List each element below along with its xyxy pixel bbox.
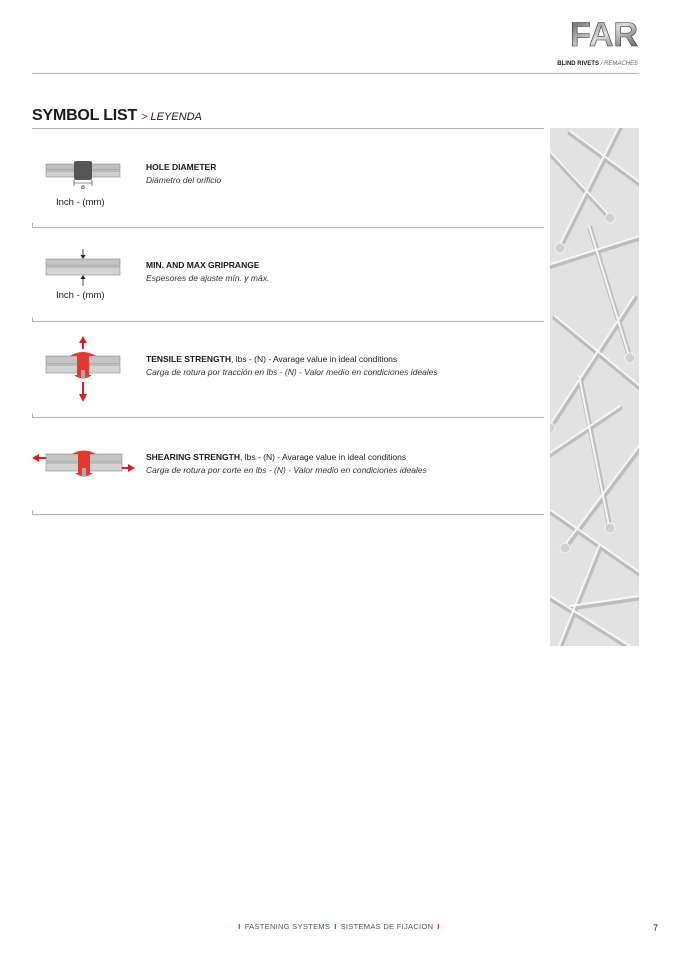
unit-label: Inch - (mm) — [56, 290, 105, 301]
page-title: SYMBOL LIST > LEYENDA — [32, 107, 202, 124]
symbol-description: MIN. AND MAX GRIPRANGE Espesores de ajuste mín. y máx. — [146, 260, 270, 283]
rivets-photo — [550, 128, 639, 646]
row-divider — [32, 514, 544, 515]
svg-text:FAR: FAR — [570, 16, 638, 52]
tensile-strength-icon — [44, 336, 122, 404]
footer: I FASTENING SYSTEMS I SISTEMAS DE FIJACION I — [238, 922, 440, 931]
header-divider — [32, 73, 639, 74]
header-category: BLIND RIVETS / REMACHES — [557, 61, 638, 67]
symbol-row-shearing-strength — [32, 418, 544, 516]
shearing-strength-icon — [32, 442, 136, 492]
far-logo — [569, 14, 639, 52]
page-number: 7 — [652, 923, 658, 933]
svg-text:ø: ø — [81, 184, 85, 191]
symbol-row-hole-diameter — [32, 128, 544, 228]
symbol-row-griprange — [32, 228, 544, 322]
symbol-description: SHEARING STRENGTH, lbs - (N) - Avarage value in ideal conditions Carga de rotura por corte en lbs - (N) - Valor medio en condiciones ideales — [146, 452, 427, 475]
symbol-description: HOLE DIAMETER Diámetro del orificio — [146, 162, 222, 185]
unit-label: Inch - (mm) — [56, 197, 105, 208]
symbol-row-tensile-strength — [32, 322, 544, 418]
symbol-description: TENSILE STRENGTH, lbs - (N) - Avarage value in ideal conditions Carga de rotura por tracción en lbs - (N) - Valor medio en condiciones ideales — [146, 354, 438, 377]
